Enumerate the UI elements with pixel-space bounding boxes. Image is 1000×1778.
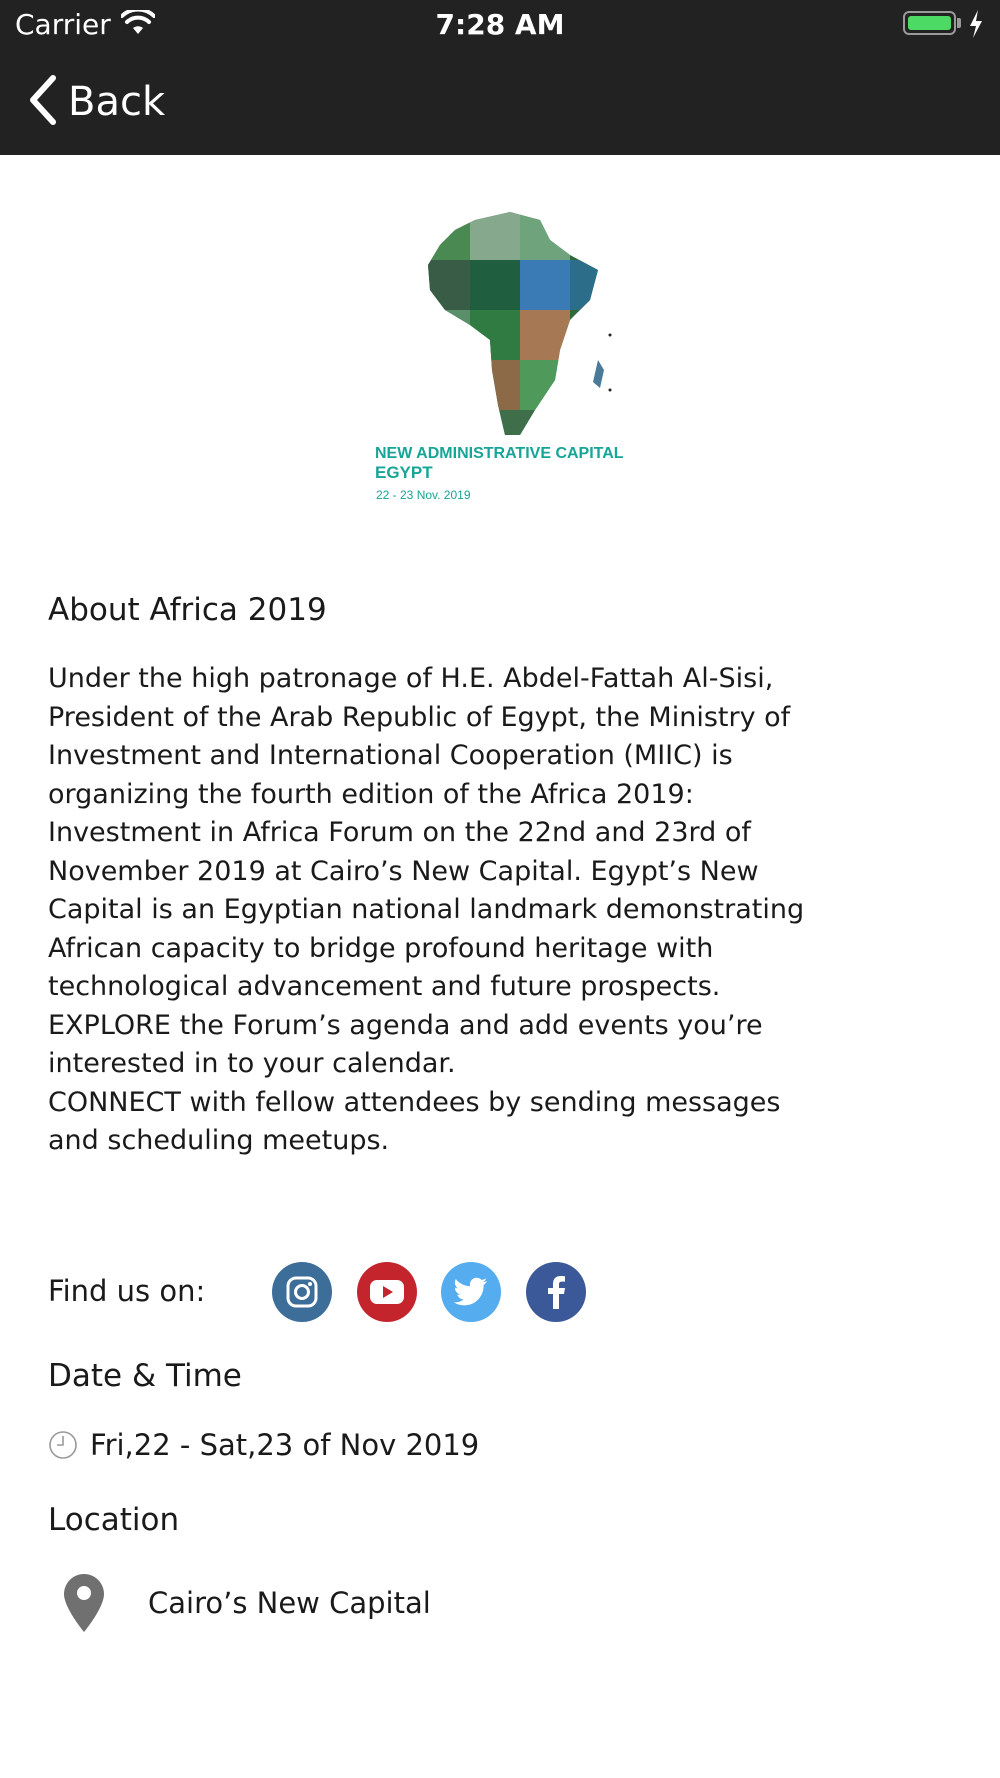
about-description: Under the high patronage of H.E. Abdel-Fattah Al-Sisi, President of the Arab Republic of Egypt, the Ministry of Investment and International Cooperation (MIIC) is organizing the fourth edition of the Africa 2019: Investment in Africa Forum on the 22nd and 23rd of November 2019 at Cairo’s New Capital. Egypt’s New Capital is an Egyptian national landmark demonstrating African capacity to bridge profound heritage with technological advancement and future prospects. EXPLORE the Forum’s agenda and add events you’re interested in to your calendar. CONNECT with fellow attendees by sending messages and scheduling meetups. xyxy=(48,663,805,1156)
logo-dates: 22 - 23 Nov. 2019 xyxy=(376,488,471,502)
back-button[interactable] xyxy=(28,72,165,132)
twitter-icon xyxy=(454,1277,488,1307)
facebook-button[interactable] xyxy=(526,1262,586,1322)
chevron-left-icon xyxy=(28,75,58,129)
location-value: Cairo’s New Capital xyxy=(148,1586,431,1620)
about-title: About Africa 2019 xyxy=(48,592,327,628)
status-time: 7:28 AM xyxy=(435,8,565,41)
youtube-button[interactable] xyxy=(357,1262,417,1322)
clock-icon xyxy=(48,1430,78,1460)
facebook-icon xyxy=(546,1275,566,1309)
map-pin-icon xyxy=(62,1572,106,1634)
event-logo xyxy=(360,210,660,510)
status-bar xyxy=(0,0,1000,50)
top-bar xyxy=(0,0,1000,155)
location-title: Location xyxy=(48,1502,180,1538)
charging-bolt-icon xyxy=(968,9,984,43)
date-time-value: Fri,22 - Sat,23 of Nov 2019 xyxy=(90,1428,480,1462)
africa-map-icon xyxy=(420,210,620,440)
back-label: Back xyxy=(68,79,166,125)
location-row[interactable] xyxy=(62,1572,431,1634)
logo-subtitle: NEW ADMINISTRATIVE CAPITAL xyxy=(375,445,624,462)
instagram-button[interactable] xyxy=(272,1262,332,1322)
battery-icon xyxy=(903,11,956,35)
find-us-label: Find us on: xyxy=(48,1274,206,1308)
twitter-button[interactable] xyxy=(441,1262,501,1322)
date-time-row xyxy=(48,1428,479,1462)
youtube-icon xyxy=(369,1278,405,1306)
instagram-icon xyxy=(285,1275,319,1309)
carrier-label: Carrier xyxy=(15,8,111,41)
logo-country: EGYPT xyxy=(375,463,433,482)
battery-nub xyxy=(957,18,961,28)
date-time-title: Date & Time xyxy=(48,1358,242,1394)
